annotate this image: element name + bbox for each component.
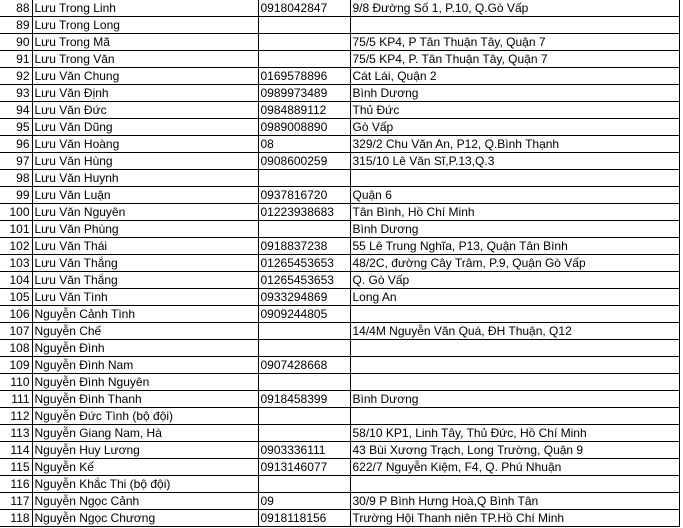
table-row [0,425,679,442]
name-cell[interactable]: Nguyễn Đình Nguyên [32,374,258,391]
phone-cell[interactable] [258,51,350,68]
table-row [0,136,679,153]
name-cell[interactable]: Nguyễn Kế [32,459,258,476]
address-cell[interactable]: 14/4M Nguyễn Văn Quá, ĐH Thuận, Q12 [350,323,679,340]
phone-cell[interactable] [258,17,350,34]
row-number-cell[interactable]: 98 [0,170,32,187]
name-cell[interactable]: Nguyễn Đình Nam [32,357,258,374]
name-cell[interactable]: Lưu Trong Linh [32,0,258,17]
name-cell[interactable]: Nguyễn Ngọc Chương [32,510,258,527]
address-cell[interactable]: Gò Vấp [350,119,679,136]
phone-cell[interactable]: 0918458399 [258,391,350,408]
name-cell[interactable]: Nguyễn Huy Lương [32,442,258,459]
phone-cell[interactable]: 01223938683 [258,204,350,221]
table-row [0,357,679,374]
name-cell[interactable]: Lưu Văn Hùng [32,153,258,170]
phone-cell[interactable]: 01265453653 [258,255,350,272]
name-cell[interactable]: Lưu Văn Định [32,85,258,102]
address-cell[interactable]: 55 Lê Trung Nghĩa, P13, Quận Tân Bình [350,238,679,255]
name-cell[interactable]: Lưu Trong Long [32,17,258,34]
row-number-cell[interactable]: 96 [0,136,32,153]
phone-cell[interactable] [258,170,350,187]
name-cell[interactable]: Nguyễn Giang Nam, Hà [32,425,258,442]
row-number-cell[interactable]: 108 [0,340,32,357]
table-row [0,68,679,85]
row-number-cell[interactable]: 110 [0,374,32,391]
address-cell[interactable] [350,306,679,323]
row-number-cell[interactable]: 106 [0,306,32,323]
table-row [0,221,679,238]
row-number-cell[interactable]: 95 [0,119,32,136]
table-row [0,476,679,493]
address-cell[interactable]: 622/7 Nguyễn Kiệm, F4, Q. Phú Nhuận [350,459,679,476]
table-row [0,153,679,170]
row-number-cell[interactable]: 94 [0,102,32,119]
phone-cell[interactable] [258,34,350,51]
row-number-cell[interactable]: 114 [0,442,32,459]
name-cell[interactable]: Lưu Văn Dũng [32,119,258,136]
table-row [0,272,679,289]
address-cell[interactable] [350,374,679,391]
phone-cell[interactable]: 0169578896 [258,68,350,85]
row-number-cell[interactable]: 92 [0,68,32,85]
table-row [0,391,679,408]
name-cell[interactable]: Lưu Văn Thái [32,238,258,255]
address-cell[interactable]: 75/5 KP4, P. Tân Thuận Tây, Quận 7 [350,51,679,68]
row-number-cell[interactable]: 109 [0,357,32,374]
address-cell[interactable]: Bình Dương [350,391,679,408]
table-row [0,340,679,357]
phone-cell[interactable] [258,408,350,425]
address-cell[interactable]: Thủ Đức [350,102,679,119]
address-cell[interactable]: Tân Bình, Hồ Chí Minh [350,204,679,221]
phone-cell[interactable]: 0913146077 [258,459,350,476]
phone-cell[interactable] [258,476,350,493]
table-row [0,238,679,255]
address-cell[interactable]: 58/10 KP1, Linh Tây, Thủ Đức, Hồ Chí Minh [350,425,679,442]
row-number-cell[interactable]: 97 [0,153,32,170]
row-number-cell[interactable]: 117 [0,493,32,510]
row-number-cell[interactable]: 112 [0,408,32,425]
table-row [0,170,679,187]
address-cell[interactable] [350,340,679,357]
table-row [0,51,679,68]
table-row [0,85,679,102]
name-cell[interactable]: Lưu Văn Thắng [32,272,258,289]
address-cell[interactable]: Trường Hội Thanh niên TP.Hồ Chí Minh [350,510,679,527]
phone-cell[interactable] [258,221,350,238]
table-row [0,102,679,119]
row-number-cell[interactable]: 100 [0,204,32,221]
address-cell[interactable]: 315/10 Lê Văn Sĩ,P.13,Q.3 [350,153,679,170]
phone-cell[interactable]: 0909244805 [258,306,350,323]
row-number-cell[interactable]: 88 [0,0,32,17]
name-cell[interactable]: Nguyễn Đình [32,340,258,357]
table-row [0,442,679,459]
address-cell[interactable] [350,357,679,374]
phone-cell[interactable]: 0903336111 [258,442,350,459]
table-row [0,204,679,221]
address-cell[interactable]: Quận 6 [350,187,679,204]
address-cell[interactable]: 9/8 Đường Số 1, P.10, Q.Gò Vấp [350,0,679,17]
name-cell[interactable]: Lưu Văn Huynh [32,170,258,187]
row-number-cell[interactable]: 105 [0,289,32,306]
address-cell[interactable]: 30/9 P Bình Hưng Hoà,Q Bình Tân [350,493,679,510]
row-number-cell[interactable]: 103 [0,255,32,272]
row-number-cell[interactable]: 107 [0,323,32,340]
phone-cell[interactable]: 08 [258,136,350,153]
row-number-cell[interactable]: 91 [0,51,32,68]
address-cell[interactable]: Q. Gò Vấp [350,272,679,289]
phone-cell[interactable]: 0907428668 [258,357,350,374]
phone-cell[interactable]: 0918118156 [258,510,350,527]
name-cell[interactable]: Lưu Văn Phùng [32,221,258,238]
phone-cell[interactable]: 0933294869 [258,289,350,306]
table-row [0,17,679,34]
address-cell[interactable]: 48/2C, đường Cây Trâm, P.9, Quận Gò Vấp [350,255,679,272]
table-row [0,323,679,340]
phone-cell[interactable]: 0918837238 [258,238,350,255]
phone-cell[interactable] [258,425,350,442]
name-cell[interactable]: Lưu Trong Mã [32,34,258,51]
address-cell[interactable] [350,476,679,493]
table-row [0,0,679,17]
address-cell[interactable]: 75/5 KP4, P Tân Thuận Tây, Quận 7 [350,34,679,51]
phone-cell[interactable] [258,340,350,357]
phone-cell[interactable]: 0918042847 [258,0,350,17]
name-cell[interactable]: Lưu Văn Hoàng [32,136,258,153]
row-number-cell[interactable]: 111 [0,391,32,408]
address-cell[interactable] [350,408,679,425]
table-row [0,408,679,425]
row-number-cell[interactable]: 116 [0,476,32,493]
phone-cell[interactable]: 01265453653 [258,272,350,289]
phone-cell[interactable] [258,374,350,391]
row-number-cell[interactable]: 89 [0,17,32,34]
row-number-cell[interactable]: 93 [0,85,32,102]
name-cell[interactable]: Lưu Văn Thắng [32,255,258,272]
address-cell[interactable]: Long An [350,289,679,306]
table-row [0,255,679,272]
phone-cell[interactable]: 0989008890 [258,119,350,136]
table-row [0,187,679,204]
phone-cell[interactable]: 0937816720 [258,187,350,204]
phone-cell[interactable]: 0984889112 [258,102,350,119]
address-cell[interactable]: 43 Bùi Xương Trạch, Long Trường, Quận 9 [350,442,679,459]
name-cell[interactable]: Nguyễn Đức Tình (bộ đội) [32,408,258,425]
address-cell[interactable]: Cát Lái, Quận 2 [350,68,679,85]
table-row [0,34,679,51]
row-number-cell[interactable]: 99 [0,187,32,204]
name-cell[interactable]: Nguyễn Đình Thanh [32,391,258,408]
phone-cell[interactable]: 0989973489 [258,85,350,102]
name-cell[interactable]: Nguyễn Cảnh Tình [32,306,258,323]
phone-cell[interactable]: 09 [258,493,350,510]
address-cell[interactable]: Bình Dương [350,85,679,102]
address-cell[interactable] [350,17,679,34]
table-row [0,306,679,323]
row-number-cell[interactable]: 90 [0,34,32,51]
table-row [0,493,679,510]
name-cell[interactable]: Lưu Văn Nguyên [32,204,258,221]
address-cell[interactable] [350,170,679,187]
address-cell[interactable]: Bình Dương [350,221,679,238]
table-row [0,459,679,476]
name-cell[interactable]: Nguyễn Ngọc Cảnh [32,493,258,510]
name-cell[interactable]: Lưu Trong Văn [32,51,258,68]
phone-cell[interactable]: 0908600259 [258,153,350,170]
name-cell[interactable]: Nguyễn Khắc Thi (bộ đội) [32,476,258,493]
phone-cell[interactable] [258,323,350,340]
table-row [0,289,679,306]
row-number-cell[interactable]: 113 [0,425,32,442]
name-cell[interactable]: Lưu Văn Tình [32,289,258,306]
row-number-cell[interactable]: 118 [0,510,32,527]
row-number-cell[interactable]: 101 [0,221,32,238]
name-cell[interactable]: Lưu Văn Đức [32,102,258,119]
row-number-cell[interactable]: 104 [0,272,32,289]
address-cell[interactable]: 329/2 Chu Văn An, P12, Q.Bình Thạnh [350,136,679,153]
table-row [0,119,679,136]
row-number-cell[interactable]: 102 [0,238,32,255]
name-cell[interactable]: Lưu Văn Luận [32,187,258,204]
name-cell[interactable]: Lưu Văn Chung [32,68,258,85]
row-number-cell[interactable]: 115 [0,459,32,476]
table-row [0,374,679,391]
table-row [0,510,679,527]
name-cell[interactable]: Nguyễn Chế [32,323,258,340]
